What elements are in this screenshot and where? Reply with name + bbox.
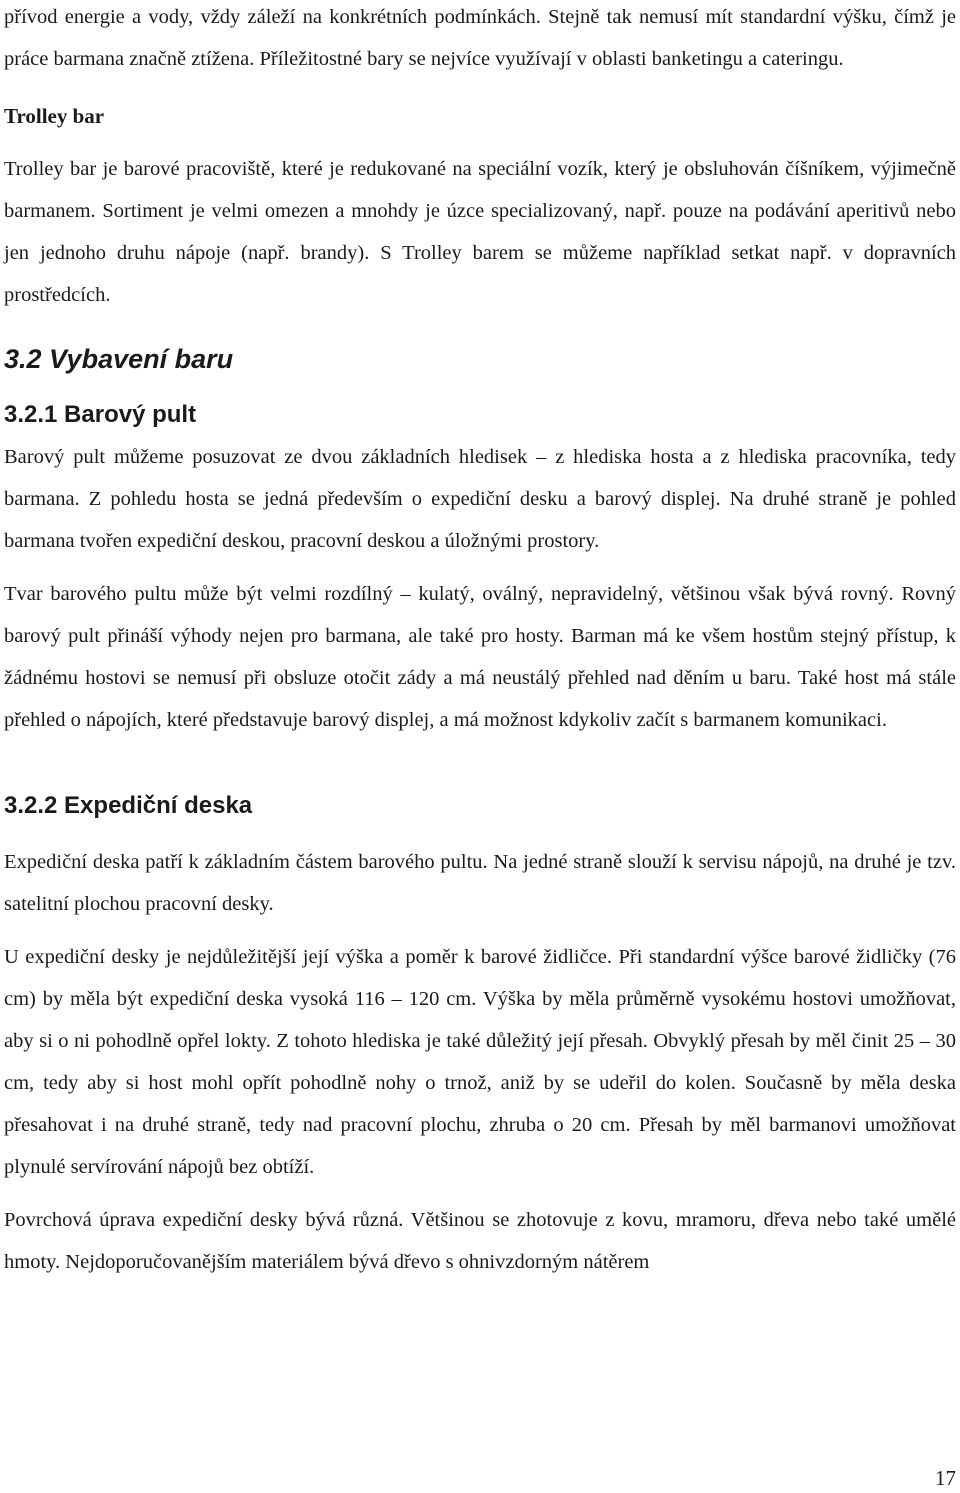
trolley-bar-heading: Trolley bar <box>4 104 105 128</box>
barovy-pult-paragraph-1: Barový pult můžeme posuzovat ze dvou základních hledisek – z hlediska hosta a z hlediska pracovníka, tedy barmana. Z pohledu hosta se jedná především o expediční desku a barový displej. Na druhé straně je pohled barmana tvořen expediční deskou, pracovní deskou a úložnými prostory. <box>4 446 956 552</box>
expedicni-deska-paragraph-2: U expediční desky je nejdůležitější její výška a poměr k barové židličce. Při standardní výšce barové židličky (76 cm) by měla být expediční deska vysoká 116 – 120 cm. Výška by měla průměrně vysokému hostovi umožňovat, aby si o ni pohodlně opřel lokty. Z tohoto hlediska je také důležitý její přesah. Obvyklý přesah by měl činit 25 – 30 cm, tedy aby si host mohl opřít pohodlně nohy o trnož, aniž by se udeřil do kolen. Současně by měla deska přesahovat i na druhé straně, tedy nad pracovní plochu, zhruba o 20 cm. Přesah by měl barmanovi umožňovat plynulé servírování nápojů bez obtíží. <box>4 946 956 1178</box>
intro-paragraph: přívod energie a vody, vždy záleží na konkrétních podmínkách. Stejně tak nemusí mít standardní výšku, čímž je práce barmana značně ztížena. Příležitostné bary se nejvíce využívají v oblasti banketingu a cateringu. <box>4 6 956 70</box>
expedicni-deska-paragraph-3: Povrchová úprava expediční desky bývá různá. Většinou se zhotovuje z kovu, mramoru, dřeva nebo také umělé hmoty. Nejdoporučovanějším materiálem bývá dřevo s ohnivzdorným nátěrem <box>4 1209 956 1273</box>
page-number: 17 <box>935 1466 956 1490</box>
barovy-pult-paragraph-2: Tvar barového pultu může být velmi rozdílný – kulatý, oválný, nepravidelný, většinou však bývá rovný. Rovný barový pult přináší výhody nejen pro barmana, ale také pro hosty. Barman má ke všem hostům stejný přístup, k žádnému hostovi se nemusí při obsluze otočit zády a má neustálý přehled nad děním u baru. Také host má stále přehled o nápojích, které představuje barový displej, a má možnost kdykoliv začít s barmanem komunikaci. <box>4 583 956 731</box>
trolley-bar-paragraph: Trolley bar je barové pracoviště, které je redukované na speciální vozík, který je obsluhován číšníkem, výjimečně barmanem. Sortiment je velmi omezen a mnohdy je úzce specializovaný, např. pouze na podávání aperitivů nebo jen jednoho druhu nápoje (např. brandy). S Trolley barem se můžeme například setkat např. v dopravních prostředcích. <box>4 158 956 306</box>
section-heading-vybaveni-baru: 3.2 Vybavení baru <box>4 344 234 374</box>
expedicni-deska-paragraph-1: Expediční deska patří k základním částem barového pultu. Na jedné straně slouží k servisu nápojů, na druhé je tzv. satelitní plochou pracovní desky. <box>4 851 956 915</box>
subsection-heading-barovy-pult: 3.2.1 Barový pult <box>4 401 197 428</box>
document-page <box>4 0 956 1283</box>
subsection-heading-expedicni-deska: 3.2.2 Expediční deska <box>4 792 253 819</box>
